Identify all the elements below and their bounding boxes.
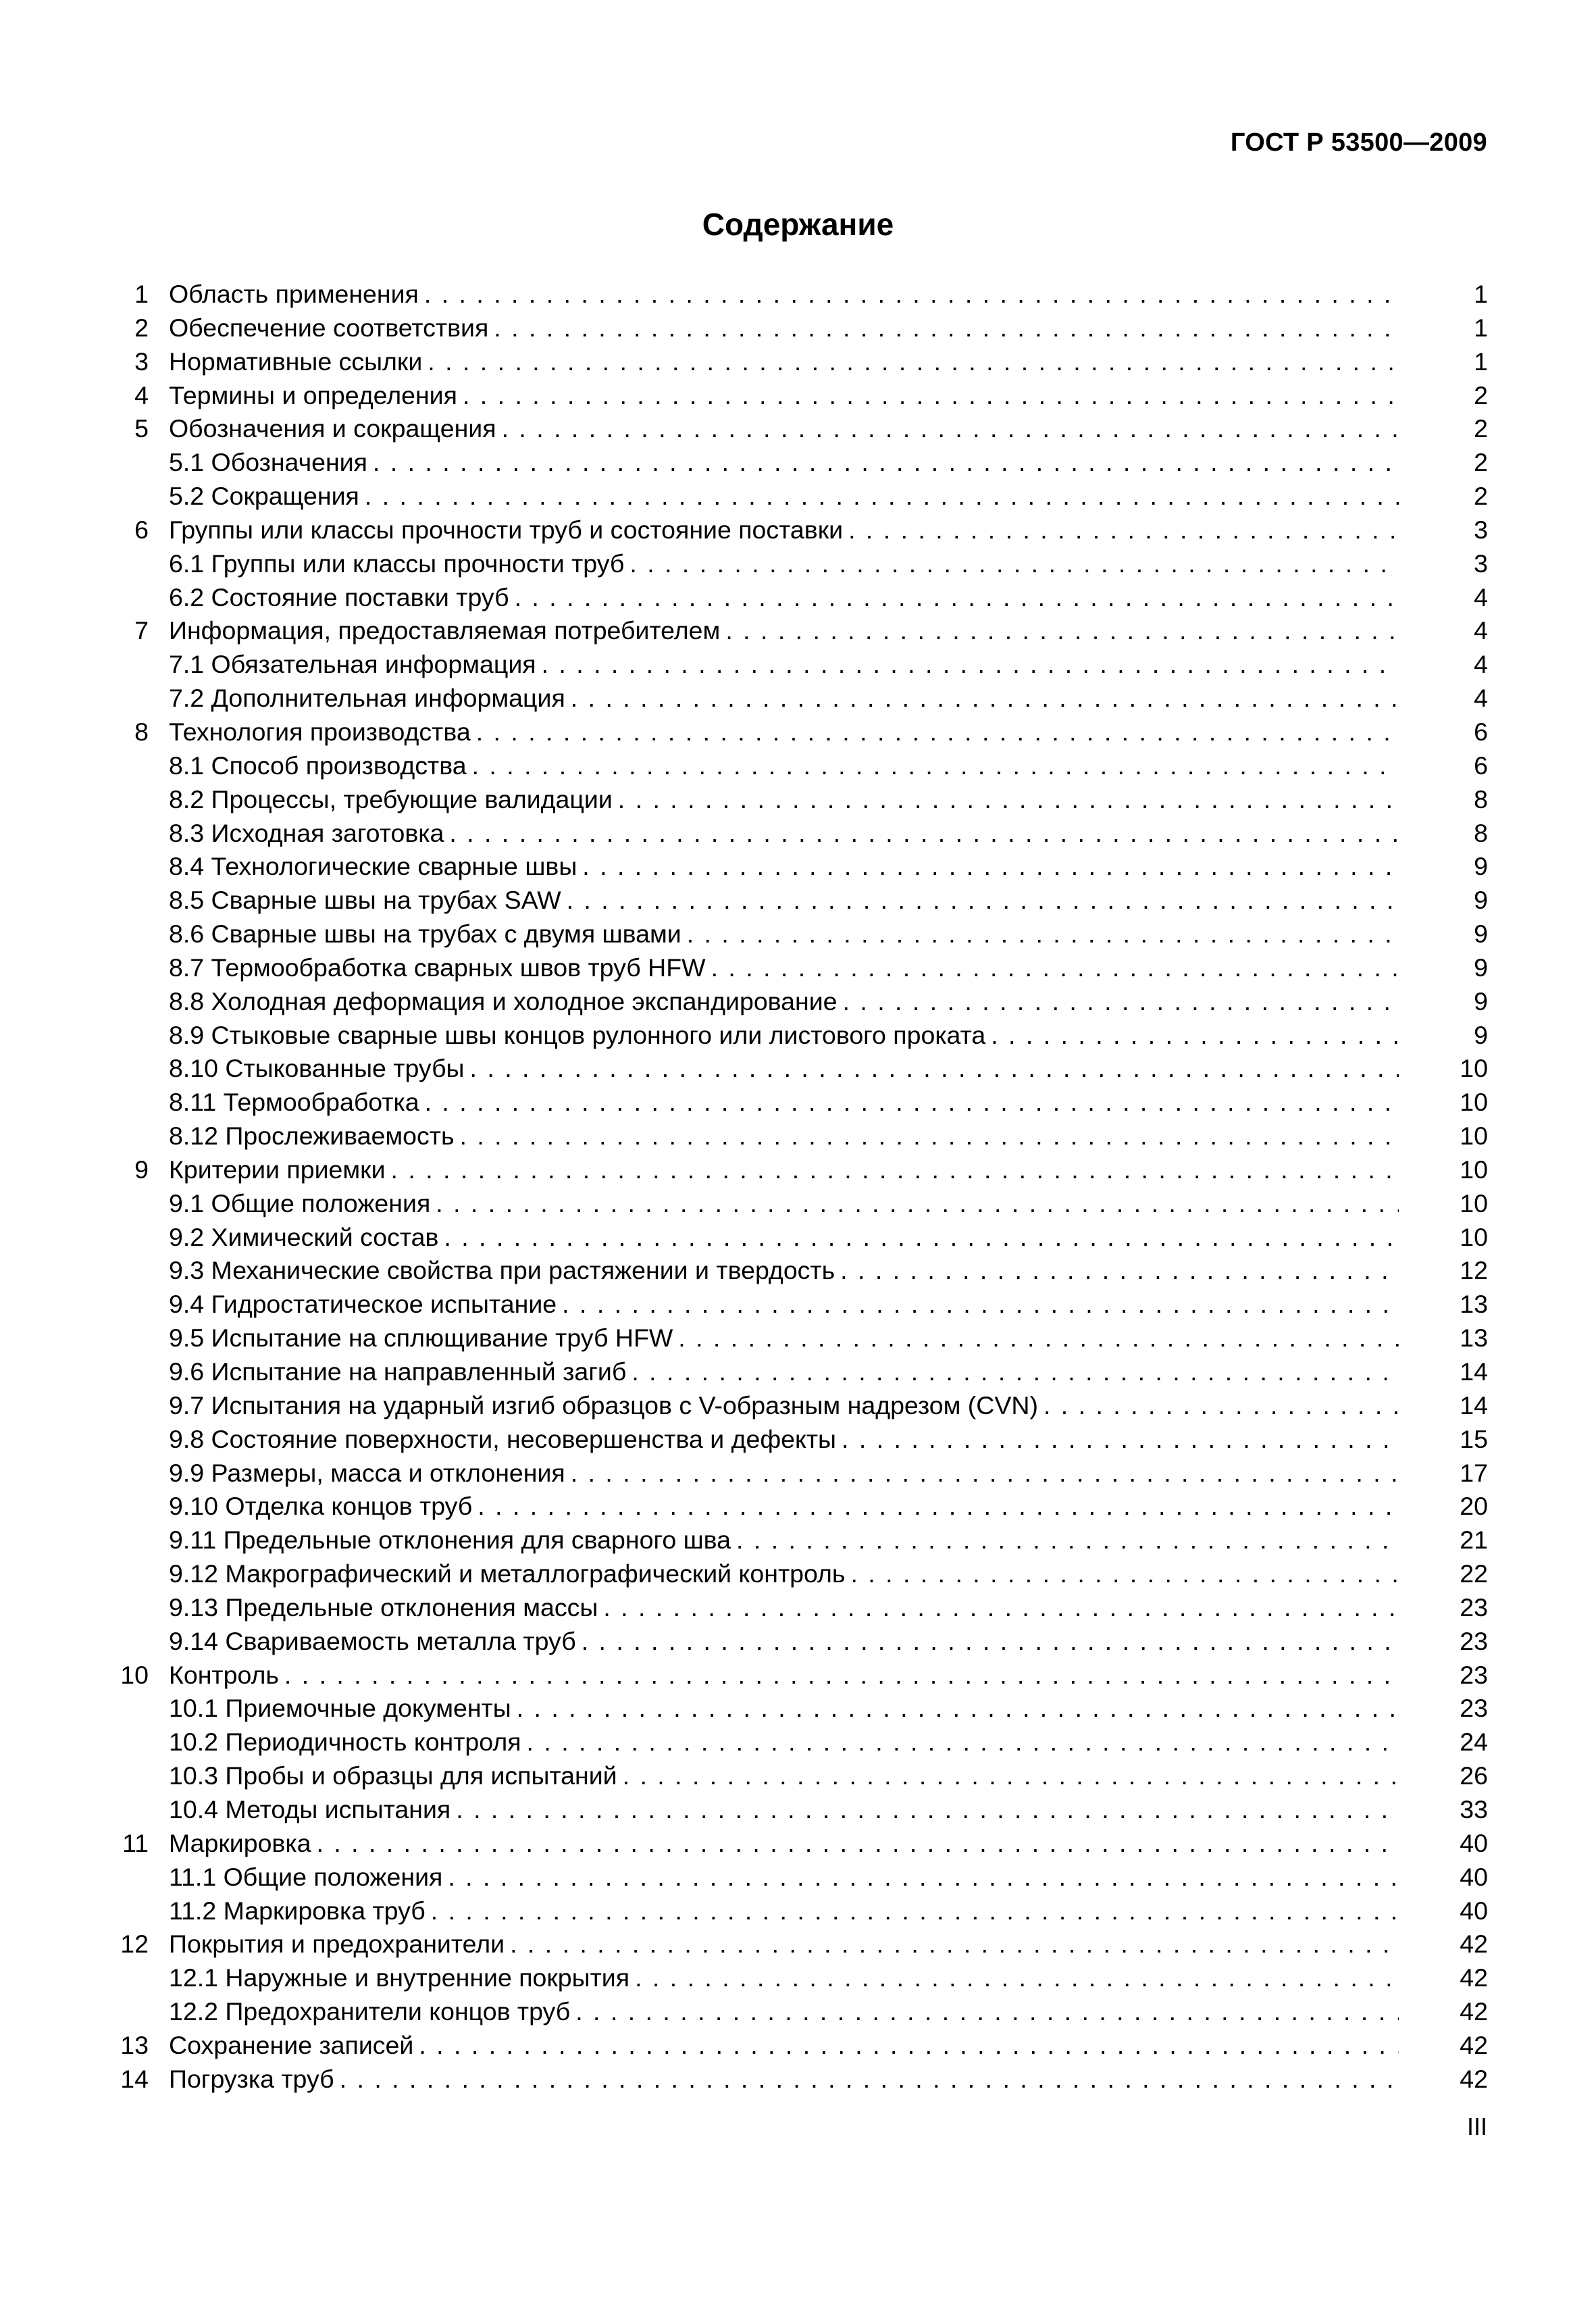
- toc-entry-page: 40: [1460, 1862, 1488, 1891]
- dot-leader: [991, 1018, 1399, 1052]
- toc-entry-number: 6: [134, 515, 149, 544]
- toc-entry-title: 8.9 Стыковые сварные швы концов рулонного или листового проката: [169, 1020, 986, 1049]
- toc-entry-title: 12.2 Предохранители концов труб: [169, 1997, 571, 2026]
- dot-leader: [623, 1759, 1399, 1792]
- toc-entry-title: 7.1 Обязательная информация: [169, 650, 536, 679]
- document-id-header: ГОСТ Р 53500—2009: [1230, 128, 1487, 157]
- toc-entry-page: 9: [1474, 852, 1488, 881]
- toc-entry[interactable]: [115, 849, 1488, 883]
- toc-entry-title: 8.11 Термообработка: [169, 1088, 419, 1117]
- dot-leader: [848, 513, 1399, 547]
- toc-entry-title: 8.6 Сварные швы на трубах с двумя швами: [169, 920, 681, 949]
- toc-entry-number: 11: [122, 1828, 149, 1857]
- page-number: III: [1466, 2113, 1487, 2140]
- toc-entry[interactable]: [115, 1624, 1488, 1658]
- toc-entry-page: 9: [1474, 986, 1488, 1015]
- toc-entry[interactable]: [115, 1994, 1488, 2028]
- toc-entry[interactable]: [115, 1119, 1488, 1153]
- toc-entry[interactable]: [115, 782, 1488, 816]
- toc-entry[interactable]: [115, 547, 1488, 580]
- dot-leader: [448, 1860, 1399, 1894]
- toc-entry-title: 8.1 Способ производства: [169, 751, 467, 780]
- toc-entry-title: 8.5 Сварные швы на трубах SAW: [169, 886, 561, 915]
- toc-entry-title: 7.2 Дополнительная информация: [169, 684, 565, 713]
- toc-entry-title: 9.6 Испытание на направленный загиб: [169, 1357, 627, 1386]
- toc-entry-page: 10: [1460, 1088, 1488, 1117]
- dot-leader: [494, 311, 1399, 345]
- toc-entry-title: 11.1 Общие положения: [169, 1862, 443, 1891]
- dot-leader: [582, 1624, 1399, 1658]
- toc-entry[interactable]: [115, 715, 1488, 749]
- toc-entry-page: 21: [1460, 1526, 1488, 1555]
- toc-entry[interactable]: [115, 1489, 1488, 1523]
- dot-leader: [459, 1119, 1399, 1153]
- toc-entry[interactable]: [115, 1927, 1488, 1961]
- toc-entry-page: 42: [1460, 2064, 1488, 2093]
- dot-leader: [424, 277, 1399, 311]
- toc-entry-page: 9: [1474, 1020, 1488, 1049]
- table-of-contents: [115, 277, 1488, 2096]
- toc-entry-number: 13: [120, 2030, 149, 2059]
- dot-leader: [575, 1994, 1399, 2028]
- toc-entry[interactable]: [115, 1085, 1488, 1119]
- dot-leader: [391, 1153, 1399, 1186]
- dot-leader: [571, 1456, 1399, 1490]
- dot-leader: [478, 1489, 1399, 1523]
- toc-entry-page: 4: [1474, 582, 1488, 611]
- toc-entry[interactable]: [115, 1691, 1488, 1725]
- toc-entry[interactable]: [115, 1186, 1488, 1220]
- dot-leader: [850, 1557, 1399, 1590]
- toc-entry-page: 23: [1460, 1660, 1488, 1689]
- toc-entry[interactable]: [115, 277, 1488, 311]
- toc-entry-title: 9.12 Макрографический и металлографический контроль: [169, 1559, 846, 1588]
- toc-entry[interactable]: [115, 647, 1488, 681]
- toc-entry[interactable]: [115, 411, 1488, 445]
- toc-entry-number: 8: [134, 717, 149, 746]
- toc-entry[interactable]: [115, 1220, 1488, 1254]
- toc-entry-number: 3: [134, 347, 149, 376]
- toc-entry-page: 9: [1474, 886, 1488, 915]
- toc-entry[interactable]: [115, 1725, 1488, 1759]
- toc-entry-title: 9.1 Общие положения: [169, 1188, 431, 1217]
- dot-leader: [542, 647, 1399, 681]
- toc-entry-page: 1: [1474, 280, 1488, 308]
- dot-leader: [373, 445, 1399, 479]
- toc-entry-title: Информация, предоставляемая потребителем: [169, 616, 721, 645]
- dot-leader: [472, 749, 1399, 782]
- dot-leader: [711, 951, 1399, 984]
- toc-entry-title: 10.4 Методы испытания: [169, 1794, 451, 1823]
- toc-entry[interactable]: [115, 311, 1488, 345]
- toc-entry-title: 9.11 Предельные отклонения для сварного шва: [169, 1526, 731, 1555]
- toc-entry-title: 5.1 Обозначения: [169, 448, 367, 477]
- toc-entry[interactable]: [115, 613, 1488, 647]
- toc-entry[interactable]: [115, 1792, 1488, 1826]
- toc-entry-page: 26: [1460, 1761, 1488, 1790]
- toc-entry[interactable]: [115, 883, 1488, 917]
- toc-entry-page: 2: [1474, 414, 1488, 443]
- toc-entry-page: 4: [1474, 616, 1488, 645]
- toc-entry-title: 5.2 Сокращения: [169, 482, 359, 511]
- toc-entry[interactable]: [115, 445, 1488, 479]
- toc-entry[interactable]: [115, 1018, 1488, 1052]
- dot-leader: [736, 1523, 1399, 1557]
- toc-entry-page: 22: [1460, 1559, 1488, 1588]
- toc-entry-page: 13: [1460, 1324, 1488, 1353]
- toc-entry[interactable]: [115, 2028, 1488, 2062]
- dot-leader: [463, 378, 1399, 412]
- toc-entry-page: 8: [1474, 784, 1488, 813]
- dot-leader: [562, 1287, 1399, 1321]
- toc-entry[interactable]: [115, 1826, 1488, 1860]
- toc-entry-number: 4: [134, 380, 149, 409]
- toc-entry-title: 9.5 Испытание на сплющивание труб HFW: [169, 1324, 673, 1353]
- dot-leader: [316, 1826, 1399, 1860]
- toc-entry-title: 6.2 Состояние поставки труб: [169, 582, 509, 611]
- toc-entry-title: 9.2 Химический состав: [169, 1222, 439, 1251]
- toc-entry-title: 10.3 Пробы и образцы для испытаний: [169, 1761, 617, 1790]
- toc-entry[interactable]: [115, 1759, 1488, 1792]
- toc-entry[interactable]: [115, 951, 1488, 984]
- toc-entry-page: 23: [1460, 1592, 1488, 1621]
- toc-entry-page: 42: [1460, 1963, 1488, 1992]
- toc-entry-page: 42: [1460, 1997, 1488, 2026]
- toc-entry-title: 9.3 Механические свойства при растяжении и твердость: [169, 1256, 835, 1285]
- dot-leader: [284, 1658, 1399, 1692]
- toc-entry-title: 8.4 Технологические сварные швы: [169, 852, 577, 881]
- toc-entry-page: 6: [1474, 751, 1488, 780]
- dot-leader: [419, 2028, 1399, 2062]
- dot-leader: [431, 1894, 1399, 1928]
- toc-entry[interactable]: [115, 1456, 1488, 1490]
- toc-entry-title: Маркировка: [169, 1828, 311, 1857]
- toc-entry-page: 2: [1474, 482, 1488, 511]
- toc-entry-title: 8.8 Холодная деформация и холодное экспандирование: [169, 986, 838, 1015]
- dot-leader: [635, 1961, 1399, 1994]
- dot-leader: [603, 1590, 1399, 1624]
- toc-entry-page: 8: [1474, 818, 1488, 847]
- toc-entry-title: Обеспечение соответствия: [169, 313, 489, 342]
- toc-entry[interactable]: [115, 1961, 1488, 1994]
- toc-entry[interactable]: [115, 984, 1488, 1018]
- toc-entry-page: 10: [1460, 1054, 1488, 1083]
- toc-entry[interactable]: [115, 1388, 1488, 1422]
- toc-entry[interactable]: [115, 1590, 1488, 1624]
- dot-leader: [515, 580, 1399, 614]
- toc-entry-page: 4: [1474, 684, 1488, 713]
- dot-leader: [340, 2062, 1399, 2096]
- toc-entry[interactable]: [115, 917, 1488, 951]
- dot-leader: [425, 1085, 1399, 1119]
- toc-entry-number: 1: [134, 280, 149, 308]
- toc-entry-page: 20: [1460, 1492, 1488, 1521]
- toc-entry-page: 1: [1474, 347, 1488, 376]
- dot-leader: [456, 1792, 1399, 1826]
- toc-entry-number: 7: [134, 616, 149, 645]
- toc-entry-page: 42: [1460, 1930, 1488, 1959]
- dot-leader: [843, 984, 1399, 1018]
- toc-entry-page: 3: [1474, 515, 1488, 544]
- toc-entry-number: 10: [120, 1660, 149, 1689]
- dot-leader: [476, 715, 1399, 749]
- toc-entry-title: Термины и определения: [169, 380, 457, 409]
- toc-entry[interactable]: [115, 1321, 1488, 1355]
- dot-leader: [444, 1220, 1399, 1254]
- toc-entry-page: 33: [1460, 1794, 1488, 1823]
- toc-entry-title: Сохранение записей: [169, 2030, 414, 2059]
- toc-entry[interactable]: [115, 1153, 1488, 1186]
- dot-leader: [678, 1321, 1399, 1355]
- toc-entry-page: 23: [1460, 1694, 1488, 1723]
- toc-entry-title: 8.7 Термообработка сварных швов труб HFW: [169, 953, 706, 982]
- toc-entry-page: 15: [1460, 1424, 1488, 1453]
- toc-entry-title: 9.14 Свариваемость металла труб: [169, 1626, 576, 1655]
- toc-entry-page: 2: [1474, 448, 1488, 477]
- toc-entry-number: 2: [134, 313, 149, 342]
- toc-entry-title: Группы или классы прочности труб и состояние поставки: [169, 515, 844, 544]
- toc-entry-number: 9: [134, 1155, 149, 1184]
- toc-entry-title: 6.1 Группы или классы прочности труб: [169, 549, 625, 578]
- toc-entry-title: 10.2 Периодичность контроля: [169, 1728, 521, 1757]
- dot-leader: [629, 547, 1399, 580]
- toc-entry[interactable]: [115, 580, 1488, 614]
- toc-entry[interactable]: [115, 1894, 1488, 1928]
- dot-leader: [632, 1355, 1399, 1388]
- toc-entry-title: Обозначения и сокращения: [169, 414, 496, 443]
- dot-leader: [1044, 1388, 1399, 1422]
- toc-entry-title: 8.2 Процессы, требующие валидации: [169, 784, 613, 813]
- toc-entry-page: 24: [1460, 1728, 1488, 1757]
- toc-entry-title: Погрузка труб: [169, 2064, 334, 2093]
- toc-entry[interactable]: [115, 1557, 1488, 1590]
- toc-entry-title: Область применения: [169, 280, 419, 308]
- toc-entry-title: 12.1 Наружные и внутренние покрытия: [169, 1963, 630, 1992]
- dot-leader: [618, 782, 1399, 816]
- toc-entry-page: 12: [1460, 1256, 1488, 1285]
- toc-entry-page: 6: [1474, 717, 1488, 746]
- toc-entry[interactable]: [115, 1253, 1488, 1287]
- toc-entry-title: 10.1 Приемочные документы: [169, 1694, 511, 1723]
- toc-entry-number: 5: [134, 414, 149, 443]
- toc-entry-page: 23: [1460, 1626, 1488, 1655]
- toc-entry[interactable]: [115, 749, 1488, 782]
- toc-entry-page: 14: [1460, 1390, 1488, 1419]
- toc-entry-page: 10: [1460, 1122, 1488, 1151]
- toc-entry[interactable]: [115, 2062, 1488, 2096]
- toc-entry-number: 14: [120, 2064, 149, 2093]
- toc-entry-page: 3: [1474, 549, 1488, 578]
- dot-leader: [571, 681, 1399, 715]
- toc-entry-page: 4: [1474, 650, 1488, 679]
- dot-leader: [428, 345, 1399, 378]
- dot-leader: [527, 1725, 1399, 1759]
- toc-entry-title: Технология производства: [169, 717, 471, 746]
- toc-entry-page: 40: [1460, 1896, 1488, 1925]
- toc-entry[interactable]: [115, 1523, 1488, 1557]
- toc-entry[interactable]: [115, 681, 1488, 715]
- toc-entry-title: 9.8 Состояние поверхности, несовершенства и дефекты: [169, 1424, 836, 1453]
- dot-leader: [567, 883, 1399, 917]
- toc-entry[interactable]: [115, 1860, 1488, 1894]
- toc-entry-page: 14: [1460, 1357, 1488, 1386]
- toc-entry[interactable]: [115, 479, 1488, 513]
- toc-entry-page: 10: [1460, 1188, 1488, 1217]
- toc-entry[interactable]: [115, 816, 1488, 850]
- toc-entry[interactable]: [115, 1422, 1488, 1456]
- toc-entry[interactable]: [115, 1051, 1488, 1085]
- toc-entry[interactable]: [115, 345, 1488, 378]
- toc-entry-title: 9.9 Размеры, масса и отклонения: [169, 1458, 565, 1487]
- toc-entry-title: Покрытия и предохранители: [169, 1930, 505, 1959]
- toc-entry-title: 8.12 Прослеживаемость: [169, 1122, 455, 1151]
- dot-leader: [842, 1422, 1399, 1456]
- dot-leader: [510, 1927, 1399, 1961]
- dot-leader: [517, 1691, 1399, 1725]
- toc-entry-title: Контроль: [169, 1660, 279, 1689]
- dot-leader: [840, 1253, 1399, 1287]
- toc-entry[interactable]: [115, 1287, 1488, 1321]
- toc-entry[interactable]: [115, 1658, 1488, 1692]
- toc-entry-page: 13: [1460, 1290, 1488, 1319]
- toc-entry-title: Критерии приемки: [169, 1155, 386, 1184]
- toc-entry-page: 2: [1474, 380, 1488, 409]
- toc-entry-title: 9.13 Предельные отклонения массы: [169, 1592, 598, 1621]
- toc-title: Содержание: [702, 207, 894, 242]
- toc-entry-page: 10: [1460, 1222, 1488, 1251]
- dot-leader: [470, 1051, 1399, 1085]
- toc-entry-number: 12: [120, 1930, 149, 1959]
- toc-entry[interactable]: [115, 513, 1488, 547]
- dot-leader: [436, 1186, 1399, 1220]
- dot-leader: [449, 816, 1399, 850]
- toc-entry-page: 42: [1460, 2030, 1488, 2059]
- toc-entry-title: 9.7 Испытания на ударный изгиб образцов с V-образным надрезом (CVN): [169, 1390, 1038, 1419]
- toc-entry[interactable]: [115, 1355, 1488, 1388]
- toc-entry[interactable]: [115, 378, 1488, 412]
- toc-entry-title: 11.2 Маркировка труб: [169, 1896, 426, 1925]
- toc-entry-title: 9.10 Отделка концов труб: [169, 1492, 473, 1521]
- toc-entry-title: 9.4 Гидростатическое испытание: [169, 1290, 557, 1319]
- dot-leader: [502, 411, 1399, 445]
- toc-entry-page: 17: [1460, 1458, 1488, 1487]
- toc-entry-page: 1: [1474, 313, 1488, 342]
- dot-leader: [582, 849, 1399, 883]
- toc-entry-title: Нормативные ссылки: [169, 347, 423, 376]
- dot-leader: [687, 917, 1399, 951]
- toc-entry-page: 9: [1474, 953, 1488, 982]
- toc-entry-title: 8.10 Стыкованные трубы: [169, 1054, 465, 1083]
- toc-entry-title: 8.3 Исходная заготовка: [169, 818, 444, 847]
- dot-leader: [725, 613, 1399, 647]
- toc-entry-page: 10: [1460, 1155, 1488, 1184]
- toc-entry-page: 40: [1460, 1828, 1488, 1857]
- dot-leader: [365, 479, 1399, 513]
- toc-entry-page: 9: [1474, 920, 1488, 949]
